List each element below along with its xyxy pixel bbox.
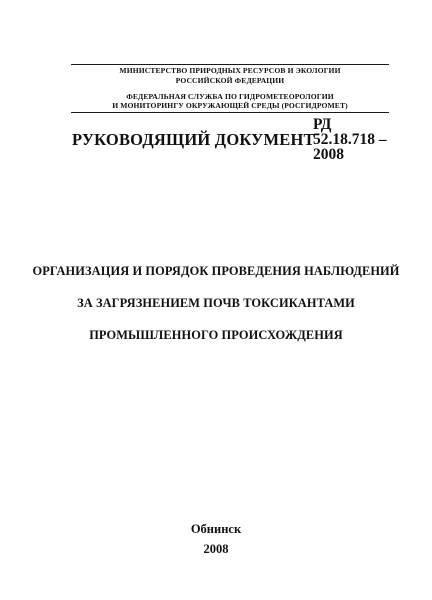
document-title-line2: ЗА ЗАГРЯЗНЕНИЕМ ПОЧВ ТОКСИКАНТАМИ [77,296,355,310]
publication-year: 2008 [203,542,229,556]
document-title-line1: ОРГАНИЗАЦИЯ И ПОРЯДОК ПРОВЕДЕНИЯ НАБЛЮДЕНИЙ [32,264,400,278]
document-code [313,117,387,162]
document-code-number: 52.18.718 – [313,131,387,148]
document-type: РУКОВОДЯЩИЙ ДОКУМЕНТ [72,130,315,149]
service-name-line2: И МОНИТОРИНГУ ОКРУЖАЮЩЕЙ СРЕДЫ (РОСГИДРОМЕТ) [112,101,348,110]
document-code-prefix: РД [313,116,332,133]
header-top-rule [71,64,389,65]
ministry-name-line1: МИНИСТЕРСТВО ПРИРОДНЫХ РЕСУРСОВ И ЭКОЛОГИИ [119,66,341,75]
service-name-line1: ФЕДЕРАЛЬНАЯ СЛУЖБА ПО ГИДРОМЕТЕОРОЛОГИИ [126,92,334,101]
document-title-line3: ПРОМЫШЛЕННОГО ПРОИСХОЖДЕНИЯ [89,328,343,342]
document-code-year: 2008 [313,146,344,163]
ministry-name-line2: РОССИЙСКОЙ ФЕДЕРАЦИИ [175,76,285,85]
header-bottom-rule [71,112,389,113]
publication-city: Обнинск [190,522,242,536]
